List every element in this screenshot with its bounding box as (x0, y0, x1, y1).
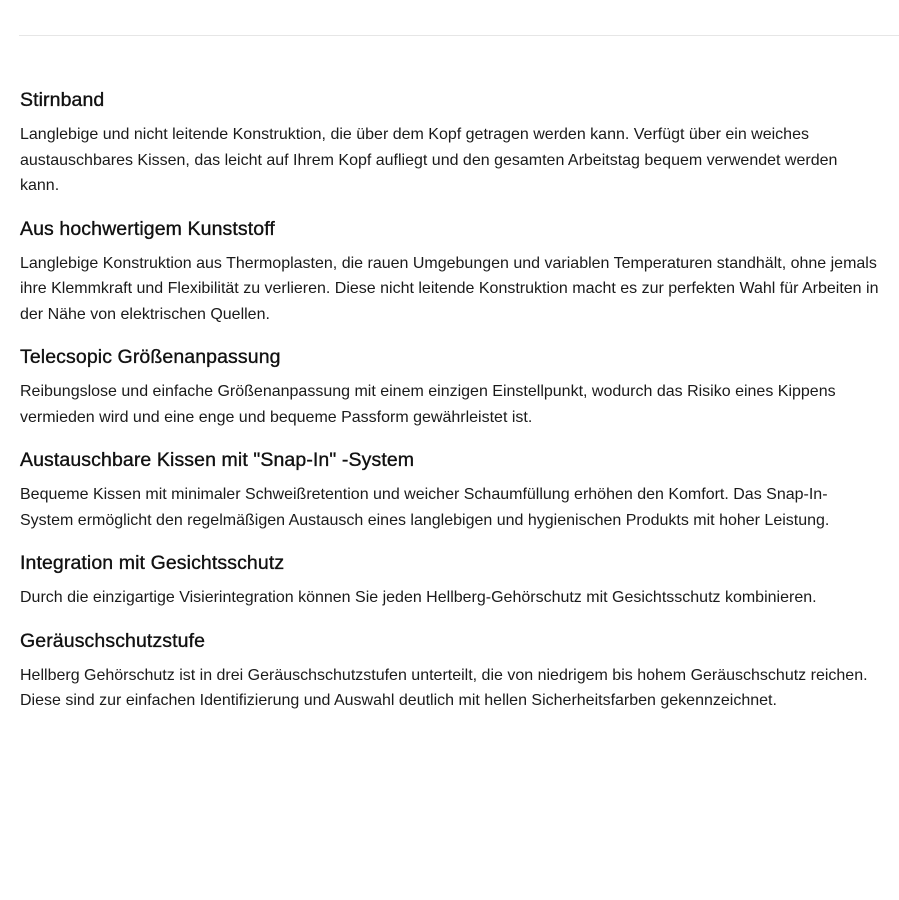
feature-title: Stirnband (20, 89, 105, 111)
feature-title: Austauschbare Kissen mit "Snap-In" -System (20, 449, 415, 471)
feature-title: Aus hochwertigem Kunststoff (20, 217, 275, 240)
feature-title: Integration mit Gesichtsschutz (20, 552, 285, 574)
feature-description: Hellberg Gehörschutz ist in drei Geräuschschutzstufen unterteilt, die von niedrigem bis hohem Geräuschschutz reichen. Diese sind zur einfachen Identifizierung und Auswahl deutlich mit hellen Sicherheitsfarben gekennzeichnet. (20, 666, 868, 709)
feature-noise-protection-level (20, 627, 880, 714)
feature-title: Telecsopic Größenanpassung (20, 346, 281, 368)
feature-description: Durch die einzigartige Visierintegration können Sie jeden Hellberg-Gehörschutz mit Gesichtsschutz kombinieren. (20, 589, 817, 606)
feature-telescopic-sizing (20, 343, 880, 430)
feature-face-shield-integration (20, 549, 880, 611)
feature-description: Bequeme Kissen mit minimaler Schweißretention und weicher Schaumfüllung erhöhen den Komfort. Das Snap-In-System ermöglicht den regelmäßigen Austausch eines langlebigen und hygienischen Produkts mit hoher Leistung. (20, 486, 830, 529)
feature-description: Langlebige und nicht leitende Konstruktion, die über dem Kopf getragen werden kann. Verfügt über ein weiches austauschbares Kissen, das leicht auf Ihrem Kopf aufliegt und den gesamten Arbeitstag bequem verwendet werden kann. (20, 126, 838, 194)
feature-headband (20, 86, 880, 199)
feature-plastic (20, 215, 880, 328)
feature-snap-in-cushions (20, 446, 880, 533)
feature-title: Geräuschschutzstufe (20, 629, 206, 652)
feature-list (20, 86, 880, 730)
feature-description: Reibungslose und einfache Größenanpassung mit einem einzigen Einstellpunkt, wodurch das Risiko eines Kippens vermieden wird und eine enge und bequeme Passform gewährleistet ist. (20, 383, 836, 426)
top-divider (19, 35, 899, 36)
feature-description: Langlebige Konstruktion aus Thermoplasten, die rauen Umgebungen und variablen Temperaturen standhält, ohne jemals ihre Klemmkraft und Flexibilität zu verlieren. Diese nicht leitende Konstruktion macht es zur perfekten Wahl für Arbeiten in der Nähe von elektrischen Quellen. (20, 254, 879, 323)
